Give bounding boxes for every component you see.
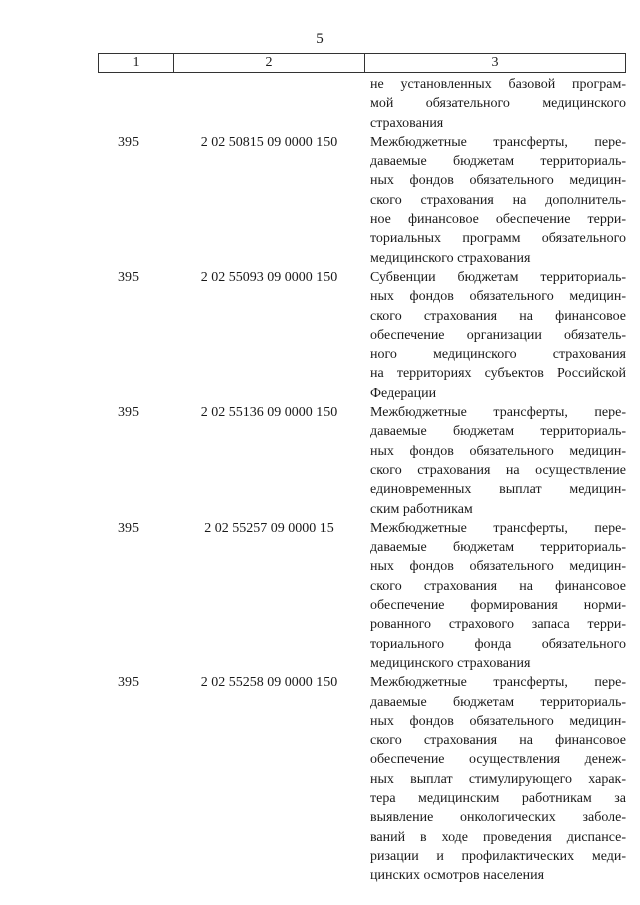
description-line: ского страхования на финансовое	[370, 733, 626, 749]
table-row	[98, 519, 626, 673]
description-line: медицинского страхования	[370, 250, 531, 266]
admin-code-cell: 395	[118, 405, 139, 421]
table-row	[98, 133, 626, 268]
budget-code-cell: 2 02 50815 09 0000 150	[200, 134, 338, 150]
description-line: ского страхования на осуществление	[370, 462, 626, 478]
description-line: тера медицинским работникам за	[370, 790, 626, 806]
admin-code-cell: 395	[118, 269, 139, 285]
description-cell	[370, 519, 626, 673]
description-line: ториальных программ обязательного	[370, 231, 626, 247]
description-line: не установленных базовой програм-	[370, 77, 626, 92]
description-line: обеспечение организации обязатель-	[370, 327, 626, 343]
page-number: 5	[316, 31, 324, 47]
description-line: ского страхования на дополнитель-	[370, 192, 626, 208]
admin-code-cell	[98, 75, 160, 133]
table-row	[98, 268, 626, 403]
description-line: даваемые бюджетам территориаль-	[370, 694, 626, 710]
description-line: ториального фонда обязательного	[370, 636, 626, 652]
description-line: ского страхования на финансовое	[370, 578, 626, 594]
description-line: Субвенции бюджетам территориаль-	[370, 269, 626, 285]
description-line: даваемые бюджетам территориаль-	[370, 540, 626, 556]
table-body	[98, 75, 626, 885]
description-line: ного медицинского страхования	[370, 347, 626, 363]
table-row	[98, 673, 626, 885]
description-line: Межбюджетные трансферты, пере-	[370, 520, 626, 536]
description-line: ное финансовое обеспечение терри-	[370, 212, 626, 228]
column-header-1: 1	[99, 54, 174, 73]
admin-code-cell: 395	[118, 134, 139, 150]
description-line: ризации и профилактических меди-	[370, 848, 626, 864]
description-line: единовременных выплат медицин-	[370, 482, 626, 498]
budget-code-cell: 2 02 55257 09 0000 15	[204, 520, 334, 536]
description-cell	[370, 75, 626, 133]
admin-code-cell: 395	[118, 675, 139, 691]
description-line: ных фондов обязательного медицин-	[370, 173, 626, 189]
description-line: ных фондов обязательного медицин-	[370, 713, 626, 729]
description-line: даваемые бюджетам территориаль-	[370, 424, 626, 440]
column-header-2: 2	[174, 54, 365, 73]
table-header	[98, 53, 626, 73]
budget-code-cell: 2 02 55093 09 0000 150	[200, 269, 338, 285]
description-line: медицинского страхования	[370, 655, 531, 671]
description-line: страхования	[370, 115, 444, 131]
description-line: на территориях субъектов Российской	[370, 366, 626, 382]
description-cell	[370, 133, 626, 268]
description-line: ных фондов обязательного медицин-	[370, 559, 626, 575]
admin-code-cell: 395	[118, 520, 139, 536]
description-cell	[370, 268, 626, 403]
description-line: ных выплат стимулирующего харак-	[370, 771, 626, 787]
description-line: мой обязательного медицинского	[370, 96, 626, 112]
description-line: Федерации	[370, 385, 437, 401]
description-line: ским работникам	[370, 501, 473, 517]
description-line: ского страхования на финансовое	[370, 308, 626, 324]
budget-code-cell	[160, 75, 370, 133]
description-line: рованного страхового запаса терри-	[370, 617, 626, 633]
description-line: Межбюджетные трансферты, пере-	[370, 134, 626, 150]
table-row	[98, 75, 626, 133]
description-cell	[370, 673, 626, 885]
description-line: ваний в ходе проведения диспансе-	[370, 829, 626, 845]
description-line: выявление онкологических заболе-	[370, 810, 626, 826]
budget-code-cell: 2 02 55136 09 0000 150	[200, 405, 338, 421]
description-line: обеспечение формирования норми-	[370, 598, 626, 614]
description-line: даваемые бюджетам территориаль-	[370, 154, 626, 170]
budget-code-cell: 2 02 55258 09 0000 150	[200, 675, 338, 691]
description-line: ных фондов обязательного медицин-	[370, 289, 626, 305]
table-row	[98, 403, 626, 519]
description-cell	[370, 403, 626, 519]
description-line: Межбюджетные трансферты, пере-	[370, 405, 626, 421]
description-line: обеспечение осуществления денеж-	[370, 752, 626, 768]
description-line: Межбюджетные трансферты, пере-	[370, 675, 626, 691]
description-line: ных фондов обязательного медицин-	[370, 443, 626, 459]
description-line: цинских осмотров населения	[370, 868, 545, 884]
column-header-3: 3	[365, 54, 626, 73]
